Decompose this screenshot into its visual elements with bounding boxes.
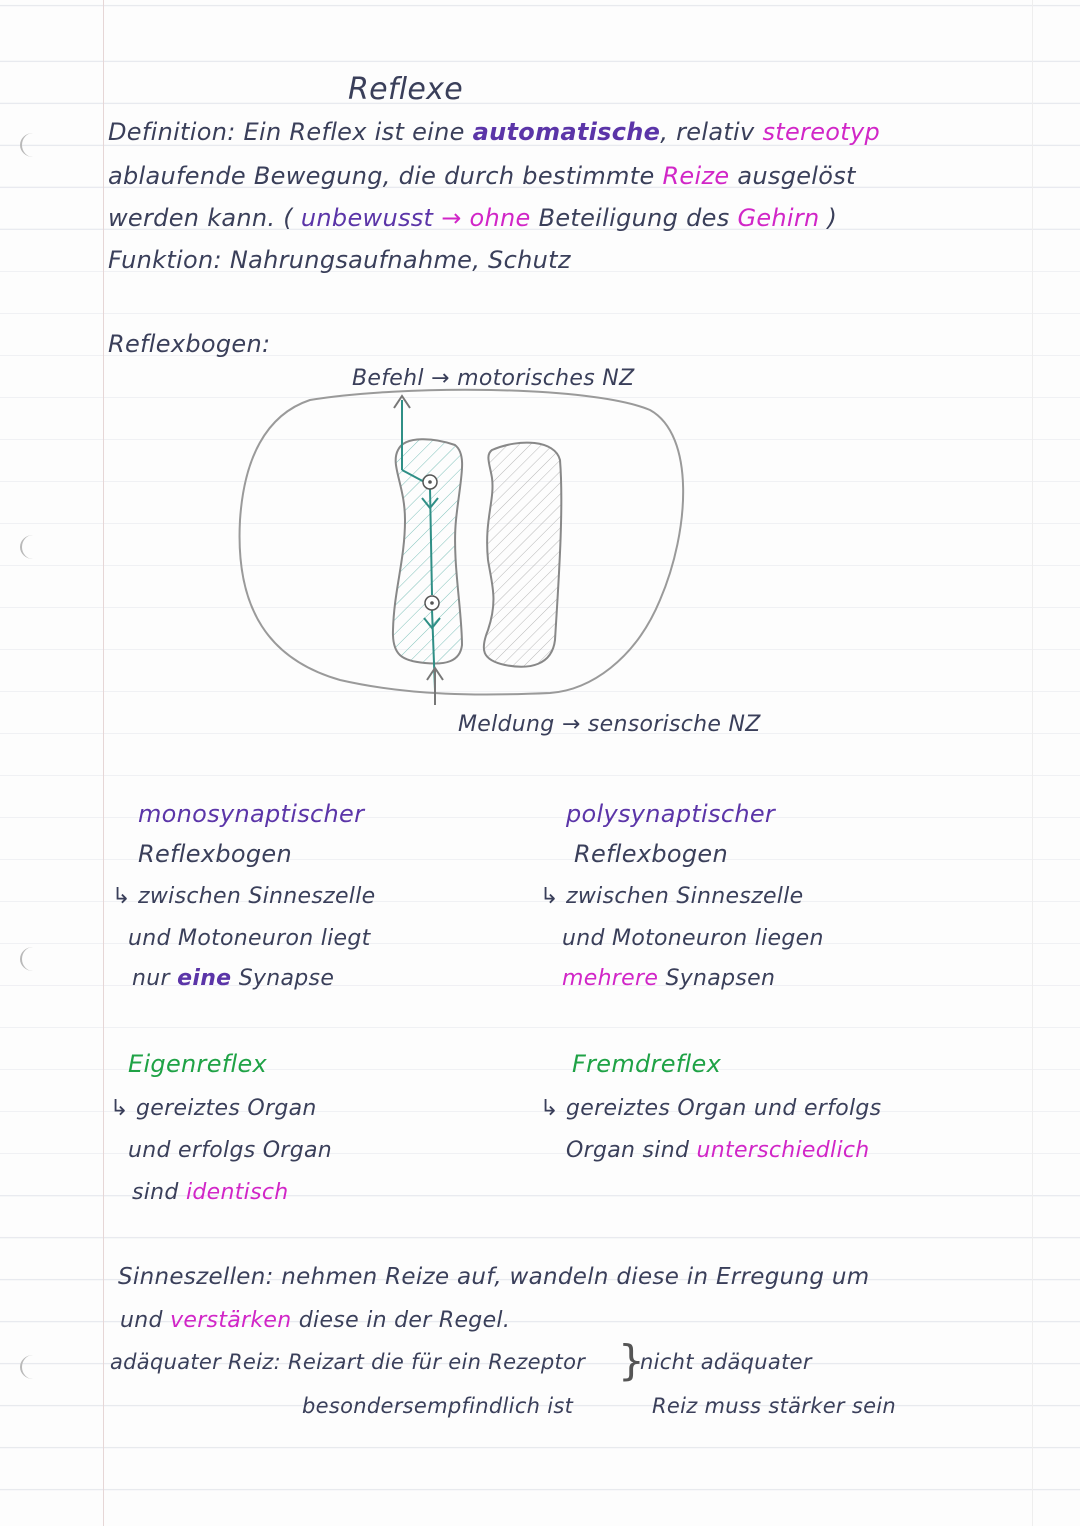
term-verstaerken: verstärken xyxy=(170,1308,292,1333)
page-title: Reflexe xyxy=(348,72,463,107)
definition-label: Definition: xyxy=(108,118,236,146)
sinneszellen-line-3b: nicht adäquater xyxy=(640,1350,812,1374)
function-label: Funktion: xyxy=(108,246,222,274)
term-eine: eine xyxy=(177,966,232,991)
sinneszellen-line-1 xyxy=(118,1264,870,1290)
fremd-line-1: ↳ gereiztes Organ und erfolgs xyxy=(540,1096,882,1121)
term-ohne: → ohne xyxy=(441,204,531,232)
grey-matter-left xyxy=(393,439,462,663)
definition-line-1 xyxy=(108,118,880,146)
poly-heading-2: Reflexbogen xyxy=(574,840,728,868)
poly-heading-1: polysynaptischer xyxy=(566,800,776,828)
poly-line-3 xyxy=(562,966,775,991)
definition-line-2 xyxy=(108,162,856,190)
term-gehirn: Gehirn xyxy=(737,204,820,232)
mono-line-3 xyxy=(132,966,334,991)
sinneszellen-line-4b: Reiz muss stärker sein xyxy=(652,1394,897,1418)
label-befehl: Befehl → motorisches NZ xyxy=(352,366,635,391)
eigen-line-1: ↳ gereiztes Organ xyxy=(110,1096,317,1121)
sinneszellen-label: Sinneszellen: xyxy=(118,1264,274,1290)
fremd-line-2 xyxy=(566,1138,870,1163)
mono-text: nur xyxy=(132,966,170,991)
binder-hole-mark xyxy=(20,535,46,559)
mono-line-1: ↳ zwischen Sinneszelle xyxy=(112,884,376,909)
poly-text: Synapsen xyxy=(665,966,776,991)
term-automatische: automatische xyxy=(472,118,661,146)
mono-heading-2: Reflexbogen xyxy=(138,840,292,868)
sinneszellen-line-4a: besondersempfindlich ist xyxy=(302,1394,574,1418)
function-text: Nahrungsaufnahme, Schutz xyxy=(229,246,571,274)
binder-hole-mark xyxy=(20,947,46,971)
definition-text: Beteiligung des xyxy=(538,204,730,232)
poly-line-1: ↳ zwischen Sinneszelle xyxy=(540,884,804,909)
term-stereotyp: stereotyp xyxy=(762,118,880,146)
definition-text: ) xyxy=(827,204,838,232)
grey-matter-right xyxy=(484,443,562,667)
right-margin-line xyxy=(1032,0,1033,1526)
definition-text: Ein Reflex ist eine xyxy=(243,118,465,146)
fremd-text: Organ sind xyxy=(566,1138,690,1163)
definition-text: werden kann. ( xyxy=(108,204,293,232)
term-unterschiedlich: unterschiedlich xyxy=(696,1138,870,1163)
definition-line-3 xyxy=(108,204,837,232)
sinneszellen-line-3a: adäquater Reiz: Reizart die für ein Rezeptor xyxy=(110,1350,586,1374)
reflex-arc-diagram xyxy=(230,360,790,760)
mono-text: Synapse xyxy=(238,966,335,991)
curly-brace: } xyxy=(618,1336,646,1385)
sinneszellen-text: nehmen Reize auf, wandeln diese in Erregung um xyxy=(281,1264,870,1290)
definition-text: ablaufende Bewegung, die durch bestimmte xyxy=(108,162,655,190)
mono-line-2: und Motoneuron liegt xyxy=(128,926,371,951)
eigen-heading: Eigenreflex xyxy=(128,1050,268,1078)
margin-line xyxy=(103,0,104,1526)
reflexbogen-heading: Reflexbogen: xyxy=(108,330,271,358)
sinneszellen-text: diese in der Regel. xyxy=(298,1308,511,1333)
poly-line-2: und Motoneuron liegen xyxy=(562,926,824,951)
binder-hole-mark xyxy=(20,133,46,157)
term-mehrere: mehrere xyxy=(562,966,659,991)
sinneszellen-text: und xyxy=(120,1308,163,1333)
term-identisch: identisch xyxy=(185,1180,289,1205)
sinneszellen-line-2 xyxy=(120,1308,510,1333)
term-reize: Reize xyxy=(662,162,730,190)
definition-text: , relativ xyxy=(660,118,755,146)
label-meldung: Meldung → sensorische NZ xyxy=(458,712,761,737)
eigen-line-3 xyxy=(132,1180,288,1205)
definition-text: ausgelöst xyxy=(737,162,856,190)
term-unbewusst: unbewusst xyxy=(300,204,434,232)
eigen-line-2: und erfolgs Organ xyxy=(128,1138,333,1163)
eigen-text: sind xyxy=(132,1180,179,1205)
function-line xyxy=(108,246,571,274)
mono-heading-1: monosynaptischer xyxy=(138,800,365,828)
fremd-heading: Fremdreflex xyxy=(572,1050,722,1078)
binder-hole-mark xyxy=(20,1355,46,1379)
